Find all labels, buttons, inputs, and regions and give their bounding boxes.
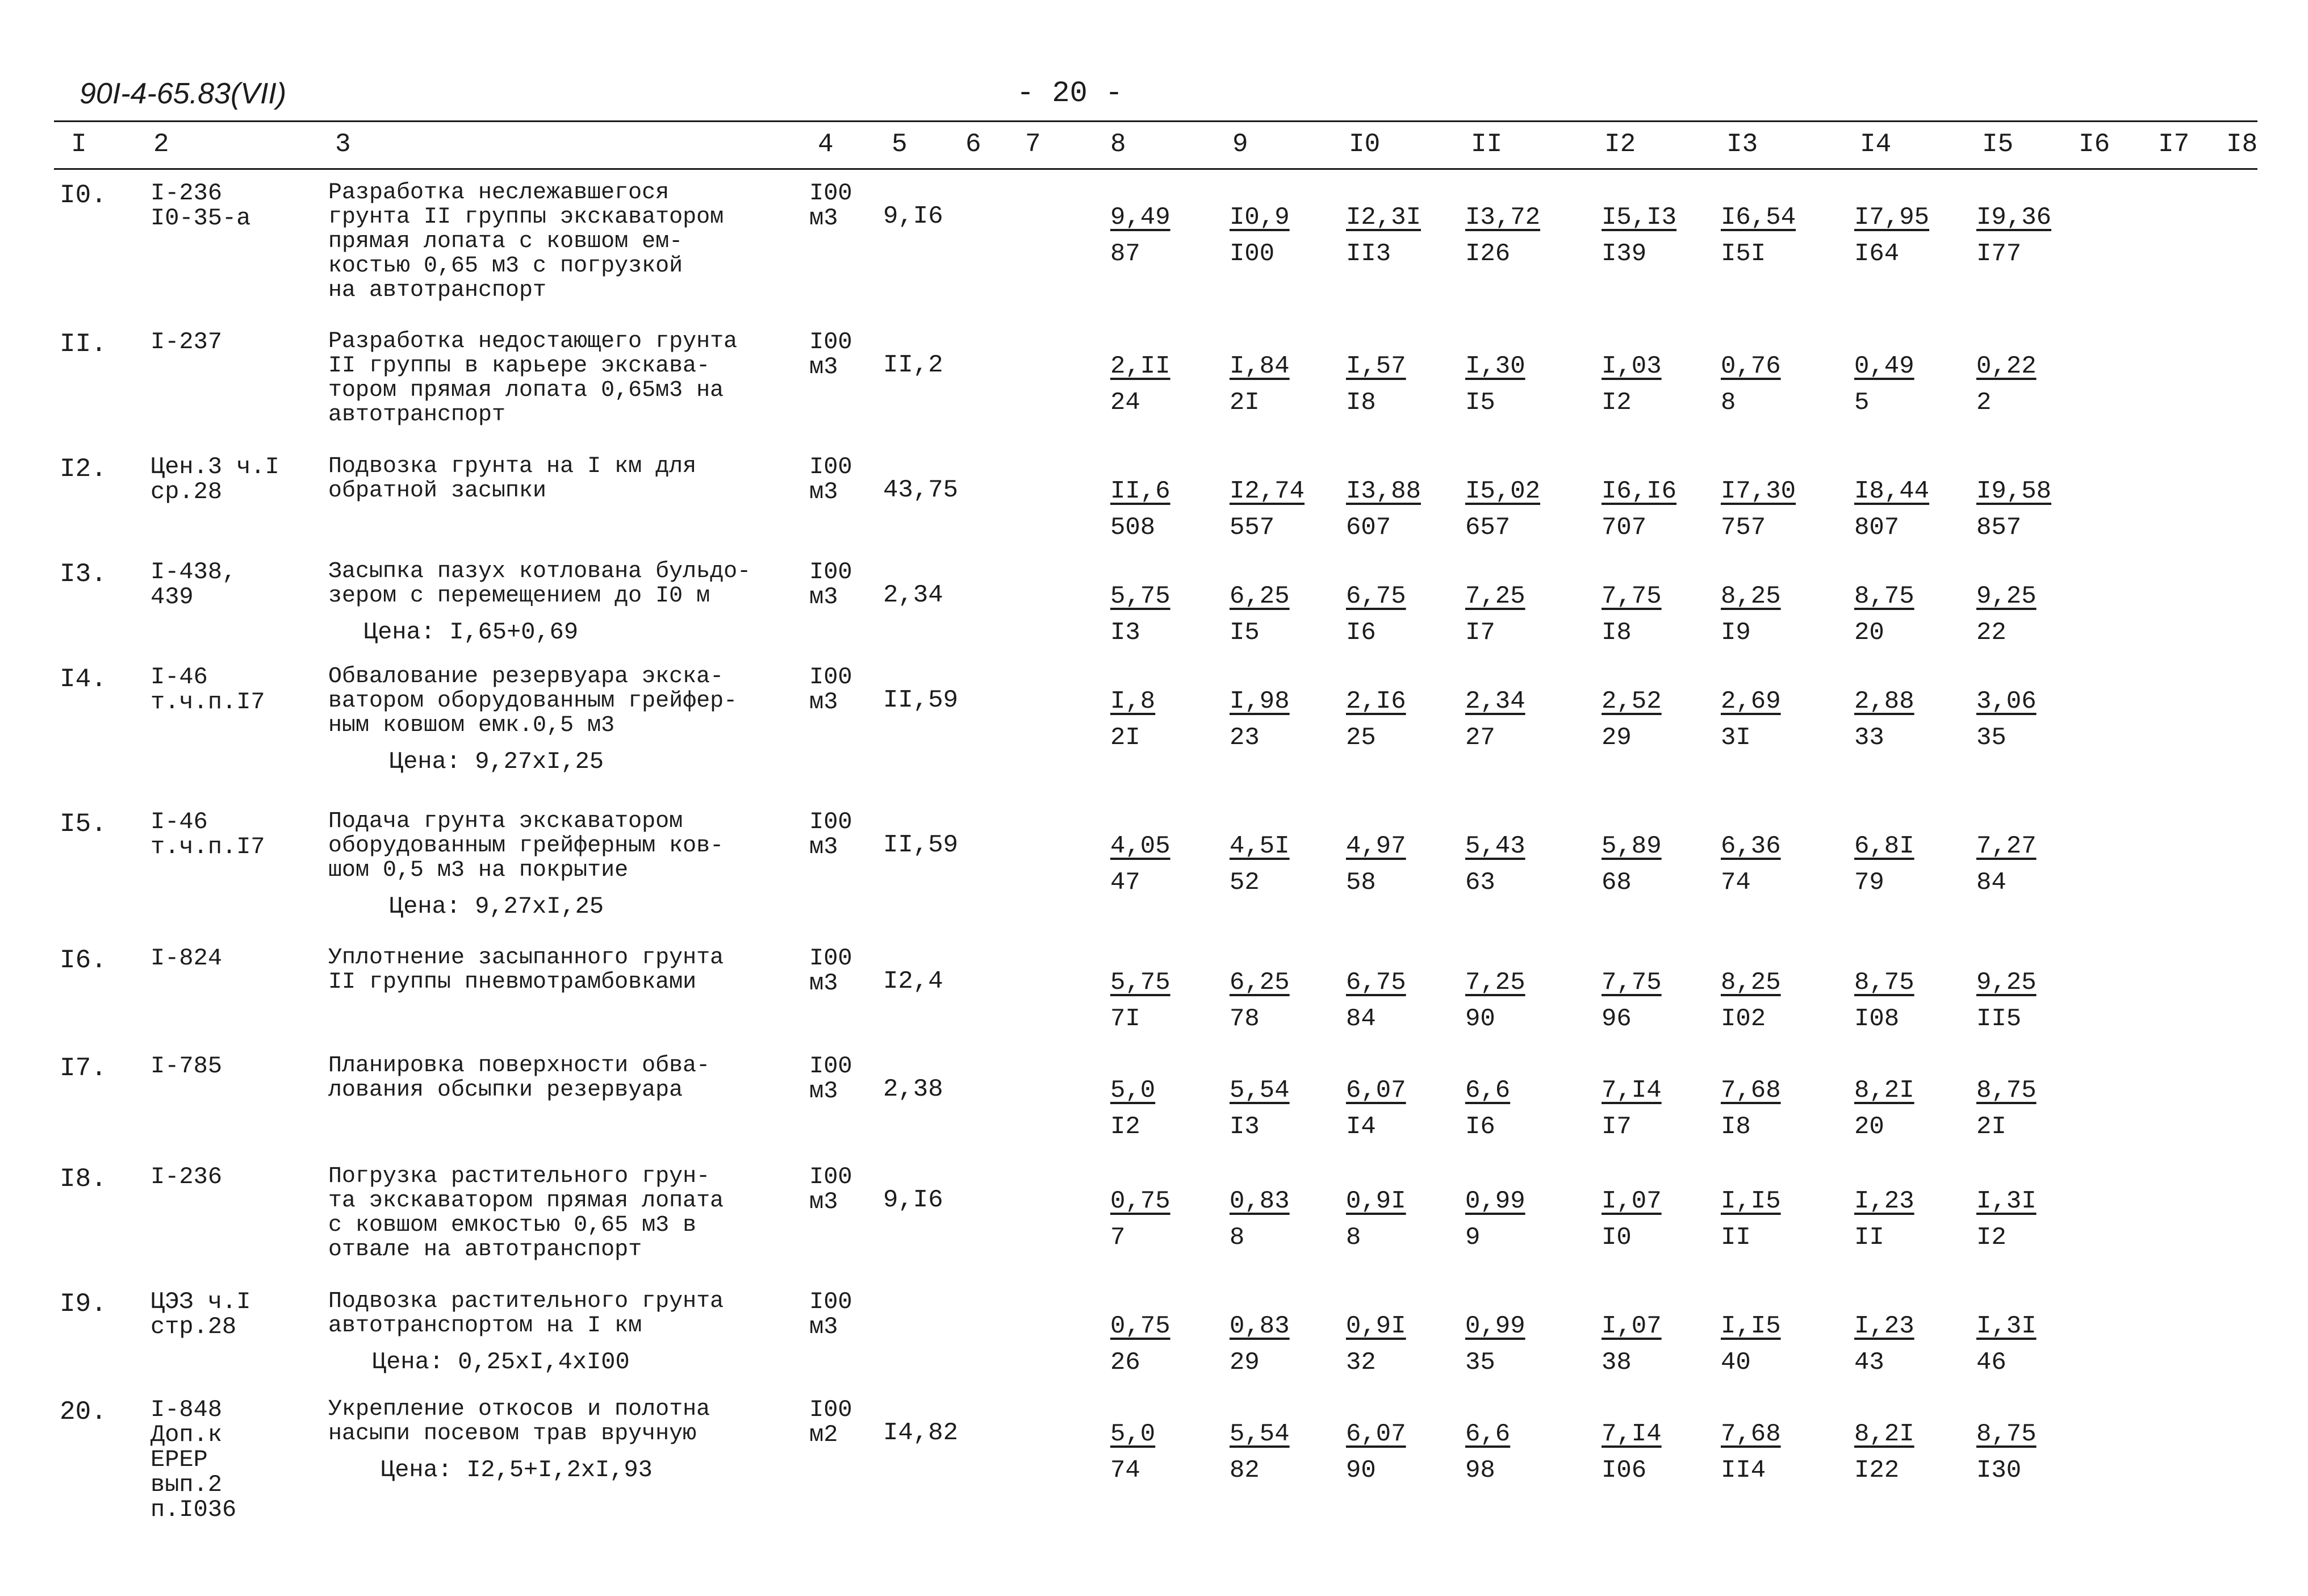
cost-value: 7,68 — [1721, 1420, 1781, 1448]
row-number: I0. — [60, 181, 107, 210]
unit-of-measure: I00 — [809, 1052, 852, 1080]
work-description-line: лования обсыпки резервуара — [328, 1077, 683, 1103]
total-value: 27 — [1465, 724, 1495, 752]
total-value: 2 — [1976, 388, 1992, 417]
total-value: 8 — [1230, 1223, 1245, 1252]
total-value: 2I — [1110, 724, 1140, 752]
work-description-line: Подвозка грунта на I км для — [328, 454, 697, 479]
total-value: 657 — [1465, 513, 1511, 542]
total-value: 38 — [1602, 1348, 1632, 1377]
total-value: I5 — [1465, 388, 1495, 417]
cost-value: 5,0 — [1110, 1420, 1156, 1448]
work-description-line: насыпи посевом трав вручную — [328, 1421, 697, 1447]
total-value: I6 — [1346, 619, 1376, 647]
total-value: I6 — [1465, 1113, 1495, 1141]
total-value: 68 — [1602, 868, 1632, 897]
cost-value: 5,0 — [1110, 1076, 1156, 1105]
work-description-line: прямая лопата с ковшом ем- — [328, 229, 683, 254]
total-value: 32 — [1346, 1348, 1376, 1377]
work-description-line: автотранспортом на I км — [328, 1313, 642, 1339]
unit-of-measure: I00 — [809, 808, 852, 835]
unit-of-measure: м3 — [809, 353, 838, 381]
cost-value: 9,25 — [1976, 582, 2037, 611]
unit-of-measure: м3 — [809, 478, 838, 505]
work-description-line: Укрепление откосов и полотна — [328, 1397, 710, 1422]
total-value: 3I — [1721, 724, 1751, 752]
work-description-line: Погрузка растительного грун- — [328, 1164, 710, 1189]
total-value: I7 — [1602, 1113, 1632, 1141]
row-number: I3. — [60, 559, 107, 589]
norm-code-line: I-848 — [150, 1396, 223, 1423]
norm-code-line: т.ч.п.I7 — [150, 833, 265, 860]
column-header: I — [71, 129, 87, 159]
work-description-line: Разработка недостающего грунта — [328, 329, 738, 354]
unit-of-measure: I00 — [809, 179, 852, 207]
cost-value: 0,75 — [1110, 1312, 1170, 1340]
cost-value: 8,2I — [1854, 1076, 1914, 1105]
total-value: I00 — [1230, 240, 1275, 268]
column-header: 2 — [153, 129, 169, 159]
norm-code-line: I-46 — [150, 663, 208, 691]
column-header: I3 — [1726, 129, 1758, 159]
column-header: I7 — [2158, 129, 2190, 159]
work-description-line: шом 0,5 м3 на покрытие — [328, 858, 629, 883]
unit-of-measure: м3 — [809, 583, 838, 611]
cost-value: 0,99 — [1465, 1312, 1525, 1340]
cost-value: I7,95 — [1854, 203, 1930, 232]
column-header: 6 — [965, 129, 981, 159]
total-value: I08 — [1854, 1005, 1900, 1033]
total-value: 84 — [1346, 1005, 1376, 1033]
unit-of-measure: м3 — [809, 1313, 838, 1340]
cost-value: 7,25 — [1465, 968, 1525, 997]
work-description-line: тором прямая лопата 0,65м3 на — [328, 378, 724, 403]
cost-value: 9,49 — [1110, 203, 1170, 232]
column-header: I0 — [1349, 129, 1381, 159]
row-number: 20. — [60, 1397, 107, 1427]
total-value: 807 — [1854, 513, 1900, 542]
cost-value: 8,2I — [1854, 1420, 1914, 1448]
work-description-line: та экскаватором прямая лопата — [328, 1188, 724, 1214]
total-value: 43 — [1854, 1348, 1884, 1377]
total-value: I3 — [1230, 1113, 1260, 1141]
cost-value: 6,36 — [1721, 832, 1781, 860]
total-value: I2 — [1602, 388, 1632, 417]
column-header: 5 — [892, 129, 908, 159]
column-header: I2 — [1604, 129, 1636, 159]
unit-rate: 43,75 — [883, 476, 959, 504]
row-number: I5. — [60, 809, 107, 839]
norm-code-line: ср.28 — [150, 478, 223, 505]
price-formula: Цена: 9,27xI,25 — [389, 748, 604, 775]
total-value: 63 — [1465, 868, 1495, 897]
total-value: 46 — [1976, 1348, 2006, 1377]
row-number: I4. — [60, 665, 107, 694]
work-description-line: II группы в карьере экскава- — [328, 353, 710, 379]
cost-value: I,3I — [1976, 1312, 2037, 1340]
cost-value: I,07 — [1602, 1312, 1662, 1340]
total-value: 35 — [1976, 724, 2006, 752]
total-value: I26 — [1465, 240, 1511, 268]
total-value: I06 — [1602, 1456, 1647, 1485]
cost-value: I,23 — [1854, 1187, 1914, 1215]
cost-value: I0,9 — [1230, 203, 1290, 232]
work-description-line: ватором оборудованным грейфер- — [328, 688, 738, 714]
cost-value: I3,88 — [1346, 477, 1421, 505]
total-value: I2 — [1110, 1113, 1140, 1141]
total-value: 84 — [1976, 868, 2006, 897]
unit-rate: 9,I6 — [883, 202, 943, 231]
cost-value: 7,75 — [1602, 968, 1662, 997]
row-number: I7. — [60, 1054, 107, 1083]
total-value: I02 — [1721, 1005, 1766, 1033]
norm-code-line: I-824 — [150, 945, 223, 972]
column-header: 4 — [818, 129, 834, 159]
row-number: I2. — [60, 454, 107, 484]
norm-code-line: т.ч.п.I7 — [150, 688, 265, 716]
cost-value: 0,75 — [1110, 1187, 1170, 1215]
work-description-line: с ковшом емкостью 0,65 м3 в — [328, 1213, 697, 1238]
unit-of-measure: I00 — [809, 1163, 852, 1190]
cost-value: 6,75 — [1346, 582, 1406, 611]
unit-of-measure: м3 — [809, 688, 838, 716]
work-description-line: на автотранспорт — [328, 278, 547, 303]
total-value: 82 — [1230, 1456, 1260, 1485]
unit-of-measure: I00 — [809, 1288, 852, 1315]
column-header: I5 — [1982, 129, 2014, 159]
cost-value: 6,07 — [1346, 1420, 1406, 1448]
work-description-line: оборудованным грейферным ков- — [328, 833, 724, 859]
header-bottom-rule — [54, 168, 2257, 170]
work-description-line: Засыпка пазух котлована бульдо- — [328, 559, 751, 584]
row-number: I9. — [60, 1289, 107, 1319]
total-value: 33 — [1854, 724, 1884, 752]
cost-value: 0,99 — [1465, 1187, 1525, 1215]
total-value: I8 — [1602, 619, 1632, 647]
column-header: I8 — [2226, 129, 2258, 159]
column-header: 3 — [335, 129, 351, 159]
unit-of-measure: I00 — [809, 453, 852, 481]
cost-value: I,84 — [1230, 352, 1290, 381]
cost-value: 2,II — [1110, 352, 1170, 381]
cost-value: I,03 — [1602, 352, 1662, 381]
work-description-line: ным ковшом емк.0,5 м3 — [328, 713, 615, 738]
cost-value: 7,27 — [1976, 832, 2037, 860]
total-value: 20 — [1854, 619, 1884, 647]
work-description-line: Подача грунта экскаватором — [328, 809, 683, 834]
total-value: 40 — [1721, 1348, 1751, 1377]
cost-value: 8,25 — [1721, 582, 1781, 611]
norm-code-line: I-46 — [150, 808, 208, 835]
unit-of-measure: м2 — [809, 1421, 838, 1448]
total-value: 7 — [1110, 1223, 1126, 1252]
total-value: 98 — [1465, 1456, 1495, 1485]
total-value: I5I — [1721, 240, 1766, 268]
cost-value: I9,36 — [1976, 203, 2052, 232]
cost-value: 5,89 — [1602, 832, 1662, 860]
cost-value: 7,68 — [1721, 1076, 1781, 1105]
unit-of-measure: м3 — [809, 970, 838, 997]
cost-value: 4,5I — [1230, 832, 1290, 860]
cost-value: 6,07 — [1346, 1076, 1406, 1105]
unit-of-measure: м3 — [809, 833, 838, 860]
work-description-line: Обвалование резервуара экска- — [328, 664, 724, 690]
column-header: I6 — [2079, 129, 2110, 159]
total-value: 35 — [1465, 1348, 1495, 1377]
column-header: I4 — [1860, 129, 1892, 159]
cost-value: 0,76 — [1721, 352, 1781, 381]
work-description-line: Уплотнение засыпанного грунта — [328, 945, 724, 971]
unit-rate: I4,82 — [883, 1419, 959, 1447]
total-value: II — [1854, 1223, 1884, 1252]
total-value: I77 — [1976, 240, 2022, 268]
cost-value: I6,54 — [1721, 203, 1796, 232]
cost-value: 6,6 — [1465, 1420, 1511, 1448]
header-top-rule — [54, 120, 2257, 122]
total-value: I22 — [1854, 1456, 1900, 1485]
cost-value: I,I5 — [1721, 1312, 1781, 1340]
cost-value: 7,I4 — [1602, 1420, 1662, 1448]
unit-of-measure: I00 — [809, 328, 852, 356]
total-value: I2 — [1976, 1223, 2006, 1252]
norm-code-line: Доп.к — [150, 1421, 223, 1448]
cost-value: I5,02 — [1465, 477, 1541, 505]
total-value: I30 — [1976, 1456, 2022, 1485]
cost-value: I2,3I — [1346, 203, 1421, 232]
total-value: 47 — [1110, 868, 1140, 897]
unit-of-measure: м3 — [809, 1077, 838, 1105]
work-description-line: отвале на автотранспорт — [328, 1237, 642, 1263]
total-value: 29 — [1230, 1348, 1260, 1377]
cost-value: 2,I6 — [1346, 687, 1406, 716]
work-description-line: костью 0,65 м3 с погрузкой — [328, 253, 683, 279]
total-value: 707 — [1602, 513, 1647, 542]
work-description-line: Подвозка растительного грунта — [328, 1289, 724, 1314]
total-value: 87 — [1110, 240, 1140, 268]
work-description-line: II группы пневмотрамбовками — [328, 970, 697, 995]
cost-value: 8,25 — [1721, 968, 1781, 997]
total-value: 22 — [1976, 619, 2006, 647]
norm-code-line: I0-35-a — [150, 204, 251, 232]
total-value: 5 — [1854, 388, 1870, 417]
total-value: I9 — [1721, 619, 1751, 647]
cost-value: 8,75 — [1854, 968, 1914, 997]
cost-value: 5,54 — [1230, 1420, 1290, 1448]
norm-code-line: п.I036 — [150, 1496, 237, 1523]
cost-value: I,8 — [1110, 687, 1156, 716]
total-value: 52 — [1230, 868, 1260, 897]
cost-value: I,98 — [1230, 687, 1290, 716]
document-code: 90I-4-65.83(VII) — [80, 77, 287, 110]
unit-of-measure: I00 — [809, 663, 852, 691]
total-value: II — [1721, 1223, 1751, 1252]
cost-value: 8,75 — [1854, 582, 1914, 611]
cost-value: I5,I3 — [1602, 203, 1677, 232]
work-description-line: грунта II группы экскаватором — [328, 204, 724, 230]
total-value: 7I — [1110, 1005, 1140, 1033]
total-value: 2I — [1976, 1113, 2006, 1141]
total-value: 8 — [1346, 1223, 1361, 1252]
cost-value: 6,6 — [1465, 1076, 1511, 1105]
total-value: I5 — [1230, 619, 1260, 647]
total-value: 74 — [1110, 1456, 1140, 1485]
price-formula: Цена: I,65+0,69 — [363, 619, 579, 646]
unit-of-measure: м3 — [809, 204, 838, 232]
column-header: 8 — [1110, 129, 1126, 159]
total-value: 78 — [1230, 1005, 1260, 1033]
row-number: I6. — [60, 946, 107, 975]
total-value: 23 — [1230, 724, 1260, 752]
row-number: I8. — [60, 1164, 107, 1194]
norm-code-line: Цен.3 ч.I — [150, 453, 279, 481]
total-value: 79 — [1854, 868, 1884, 897]
total-value: II5 — [1976, 1005, 2022, 1033]
work-description-line: обратной засыпки — [328, 478, 547, 504]
total-value: 29 — [1602, 724, 1632, 752]
total-value: I64 — [1854, 240, 1900, 268]
cost-value: 7,25 — [1465, 582, 1525, 611]
row-number: II. — [60, 329, 107, 359]
cost-value: 0,49 — [1854, 352, 1914, 381]
cost-value: I,I5 — [1721, 1187, 1781, 1215]
cost-value: 8,75 — [1976, 1420, 2037, 1448]
total-value: 96 — [1602, 1005, 1632, 1033]
total-value: 8 — [1721, 388, 1736, 417]
cost-value: 6,25 — [1230, 582, 1290, 611]
cost-value: I7,30 — [1721, 477, 1796, 505]
unit-rate: 2,34 — [883, 581, 943, 609]
unit-of-measure: I00 — [809, 558, 852, 586]
total-value: 757 — [1721, 513, 1766, 542]
unit-of-measure: I00 — [809, 945, 852, 972]
cost-value: 5,75 — [1110, 968, 1170, 997]
price-formula: Цена: I2,5+I,2xI,93 — [381, 1456, 653, 1484]
cost-value: I8,44 — [1854, 477, 1930, 505]
total-value: 24 — [1110, 388, 1140, 417]
unit-of-measure: I00 — [809, 1396, 852, 1423]
column-header: 7 — [1025, 129, 1041, 159]
unit-rate: II,59 — [883, 831, 959, 859]
norm-code-line: стр.28 — [150, 1313, 237, 1340]
norm-code-line: I-236 — [150, 1163, 223, 1190]
norm-code-line: вып.2 — [150, 1471, 223, 1498]
cost-value: 5,54 — [1230, 1076, 1290, 1105]
cost-value: 7,I4 — [1602, 1076, 1662, 1105]
cost-value: 3,06 — [1976, 687, 2037, 716]
cost-value: I3,72 — [1465, 203, 1541, 232]
cost-value: 0,83 — [1230, 1312, 1290, 1340]
price-formula: Цена: 9,27xI,25 — [389, 893, 604, 920]
cost-value: 5,75 — [1110, 582, 1170, 611]
cost-value: II,6 — [1110, 477, 1170, 505]
total-value: 508 — [1110, 513, 1156, 542]
norm-code-line: I-237 — [150, 328, 223, 356]
column-header: 9 — [1232, 129, 1248, 159]
cost-value: I,30 — [1465, 352, 1525, 381]
cost-value: 0,22 — [1976, 352, 2037, 381]
total-value: I8 — [1346, 388, 1376, 417]
cost-value: I,3I — [1976, 1187, 2037, 1215]
page-number: - 20 - — [1017, 77, 1123, 110]
work-description-line: Планировка поверхности обва- — [328, 1053, 710, 1079]
total-value: I39 — [1602, 240, 1647, 268]
total-value: I8 — [1721, 1113, 1751, 1141]
cost-value: 7,75 — [1602, 582, 1662, 611]
cost-value: 8,75 — [1976, 1076, 2037, 1105]
unit-rate: I2,4 — [883, 967, 943, 996]
total-value: 25 — [1346, 724, 1376, 752]
total-value: I3 — [1110, 619, 1140, 647]
price-formula: Цена: 0,25xI,4xI00 — [372, 1348, 630, 1376]
cost-value: 2,88 — [1854, 687, 1914, 716]
total-value: I4 — [1346, 1113, 1376, 1141]
cost-value: I2,74 — [1230, 477, 1305, 505]
total-value: 607 — [1346, 513, 1391, 542]
cost-value: 0,83 — [1230, 1187, 1290, 1215]
cost-value: I,23 — [1854, 1312, 1914, 1340]
unit-of-measure: м3 — [809, 1188, 838, 1215]
total-value: 557 — [1230, 513, 1275, 542]
cost-value: 6,25 — [1230, 968, 1290, 997]
total-value: 9 — [1465, 1223, 1481, 1252]
cost-value: I6,I6 — [1602, 477, 1677, 505]
work-description-line: автотранспорт — [328, 402, 506, 428]
norm-code-line: ЕРЕР — [150, 1446, 208, 1473]
unit-rate: 9,I6 — [883, 1186, 943, 1214]
cost-value: 2,52 — [1602, 687, 1662, 716]
cost-value: 4,97 — [1346, 832, 1406, 860]
cost-value: 5,43 — [1465, 832, 1525, 860]
total-value: 2I — [1230, 388, 1260, 417]
unit-rate: 2,38 — [883, 1075, 943, 1104]
total-value: 90 — [1346, 1456, 1376, 1485]
total-value: 857 — [1976, 513, 2022, 542]
total-value: II4 — [1721, 1456, 1766, 1485]
cost-value: 6,8I — [1854, 832, 1914, 860]
unit-rate: II,59 — [883, 686, 959, 715]
norm-code-line: I-236 — [150, 179, 223, 207]
cost-value: 0,9I — [1346, 1187, 1406, 1215]
total-value: 26 — [1110, 1348, 1140, 1377]
cost-value: 6,75 — [1346, 968, 1406, 997]
cost-value: 2,69 — [1721, 687, 1781, 716]
total-value: 58 — [1346, 868, 1376, 897]
cost-value: I,07 — [1602, 1187, 1662, 1215]
cost-value: I9,58 — [1976, 477, 2052, 505]
work-description-line: Разработка неслежавшегося — [328, 180, 670, 206]
column-header: II — [1471, 129, 1503, 159]
cost-value: 2,34 — [1465, 687, 1525, 716]
unit-rate: II,2 — [883, 351, 943, 379]
total-value: 20 — [1854, 1113, 1884, 1141]
cost-value: 4,05 — [1110, 832, 1170, 860]
norm-code-line: 439 — [150, 583, 194, 611]
work-description-line: зером с перемещением до I0 м — [328, 583, 710, 609]
norm-code-line: I-785 — [150, 1052, 223, 1080]
total-value: I0 — [1602, 1223, 1632, 1252]
total-value: I7 — [1465, 619, 1495, 647]
total-value: 90 — [1465, 1005, 1495, 1033]
norm-code-line: ЦЭЗ ч.I — [150, 1288, 251, 1315]
total-value: 74 — [1721, 868, 1751, 897]
total-value: II3 — [1346, 240, 1391, 268]
cost-value: 0,9I — [1346, 1312, 1406, 1340]
cost-value: 9,25 — [1976, 968, 2037, 997]
cost-value: I,57 — [1346, 352, 1406, 381]
norm-code-line: I-438, — [150, 558, 237, 586]
